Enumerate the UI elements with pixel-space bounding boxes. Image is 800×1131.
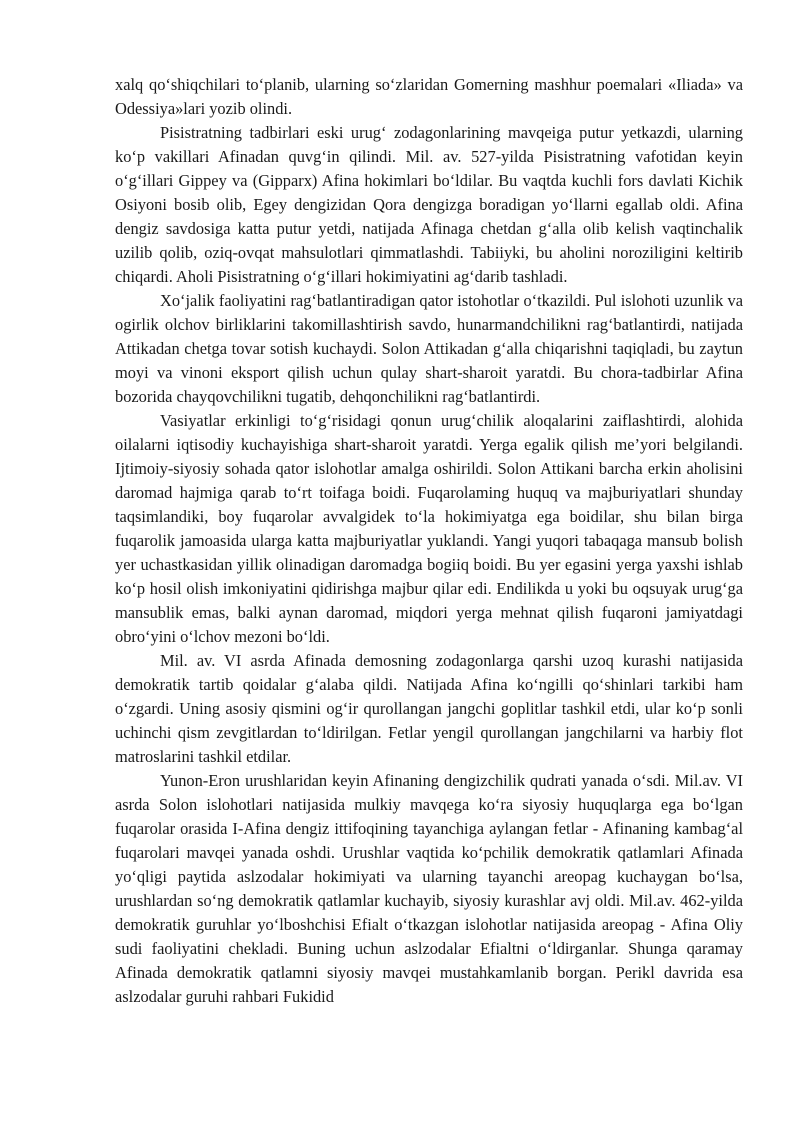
paragraph-3: Xo‘jalik faoliyatini rag‘batlantiradigan qator istohotlar o‘tkazildi. Pul islohoti uzunlik va ogirlik olchov birliklarini takomillashtirish savdo, hunarmandchilikni rag‘batlantirdi, natijada Attikadan chetga tovar sotish kuchaydi. Solon Attikadan g‘alla chiqarishni taqiqladi, bu zaytun moyi va vinoni eksport qilish uchun qulay shart-sharoit yaratdi. Bu chora-tadbirlar Afina bozorida chayqovchilikni tugatib, dehqonchilikni rag‘batlantirdi. — [115, 291, 743, 406]
paragraph-6: Yunon-Eron urushlaridan keyin Afinaning dengizchilik qudrati yanada o‘sdi. Mil.av. VI asrda Solon islohotlari natijasida mulkiy mavqega ko‘ra siyosiy huquqlarga ega bo‘lgan fuqarolar orasida I-Afina dengiz ittifoqining tayanchiga aylangan fetlar - Afinaning kambag‘al fuqarolari mavqei yanada oshdi. Urushlar vaqtida ko‘pchilik demokratik qatlamlari Afinada yo‘qligi paytida aslzodalar hokimiyati va ularning tayanchi areopag kuchaygan bo‘lsa, urushlardan so‘ng demokratik qatlamlar kuchayib, siyosiy kurashlar avj oldi. Mil.av. 462-yilda demokratik guruhlar yo‘lboshchisi Efialt o‘tkazgan islohotlar natijasida areopag - Afina Oliy sudi faoliyatini chekladi. Buning uchun aslzodalar Efialtni o‘ldirganlar. Shunga qaramay Afinada demokratik qatlamni siyosiy mavqei mustahkamlanib borgan. Perikl davrida esa aslzodalar guruhi rahbari Fukidid — [115, 771, 743, 1006]
paragraph-4: Vasiyatlar erkinligi to‘g‘risidagi qonun urug‘chilik aloqalarini zaiflashtirdi, alohida oilalarni iqtisodiy kuchayishiga shart-sharoit yaratdi. Yerga egalik qilish me’yori belgilandi. Ijtimoiy-siyosiy sohada qator islohotlar amalga oshirildi. Solon Attikani barcha erkin aholisini daromad hajmiga qarab to‘rt toifaga boidi. Fuqarolaming huquq va majburiyatlari shunday taqsimlandiki, boy fuqarolar avvalgidek to‘la hokimiyatga ega boidilar, shu bilan birga fuqarolik jamoasida ularga katta majburiyatlar yuklandi. Yangi yuqori tabaqaga mansub bolish yer uchastkasidan yillik olinadigan daromadga bogiiq boidi. Bu yer egasini yerga yaxshi ishlab ko‘p hosil olish imkoniyatini qidirishga majbur qilar edi. Endilikda u yoki bu oqsuyak urug‘ga mansublik emas, balki aynan daromad, miqdori yerga mehnat qilish fuqaroni jamiyatdagi obro‘yini o‘lchov mezoni bo‘ldi. — [115, 411, 743, 646]
paragraph-1: xalq qo‘shiqchilari to‘planib, ularning so‘zlaridan Gomerning mashhur poemalari «Iliada» va Odessiya»lari yozib olindi. — [115, 75, 743, 118]
paragraph-5: Mil. av. VI asrda Afinada demosning zodagonlarga qarshi uzoq kurashi natijasida demokratik tartib qoidalar g‘alaba qildi. Natijada Afina ko‘ngilli qo‘shinlari tarkibi ham o‘zgardi. Uning asosiy qismini og‘ir qurollangan jangchi goplitlar tashkil etdi, ular ko‘p sonli uchinchi qism zevgitlardan to‘ldirilgan. Fetlar yengil qurollangan jangchilarni va harbiy flot matroslarini tashkil etdilar. — [115, 651, 743, 766]
document-page — [115, 73, 743, 1009]
paragraph-2: Pisistratning tadbirlari eski urug‘ zodagonlarining mavqeiga putur yetkazdi, ularning ko‘p vakillari Afinadan quvg‘in qilindi. Mil. av. 527-yilda Pisistratning vafotidan keyin o‘g‘illari Gippey va (Gipparx) Afina hokimlari bo‘ldilar. Bu vaqtda kuchli fors davlati Kichik Osiyoni bosib olib, Egey dengizidan Qora dengizga boradigan yo‘llarni egallab oldi. Afina dengiz savdosiga katta putur yetdi, natijada Afinaga chetdan g‘alla olib kelish vaqtinchalik uzilib qolib, oziq-ovqat mahsulotlari qimmatlashdi. Tabiiyki, bu aholini noroziligini keltirib chiqardi. Aholi Pisistratning o‘g‘illari hokimiyatini ag‘darib tashladi. — [115, 123, 743, 286]
